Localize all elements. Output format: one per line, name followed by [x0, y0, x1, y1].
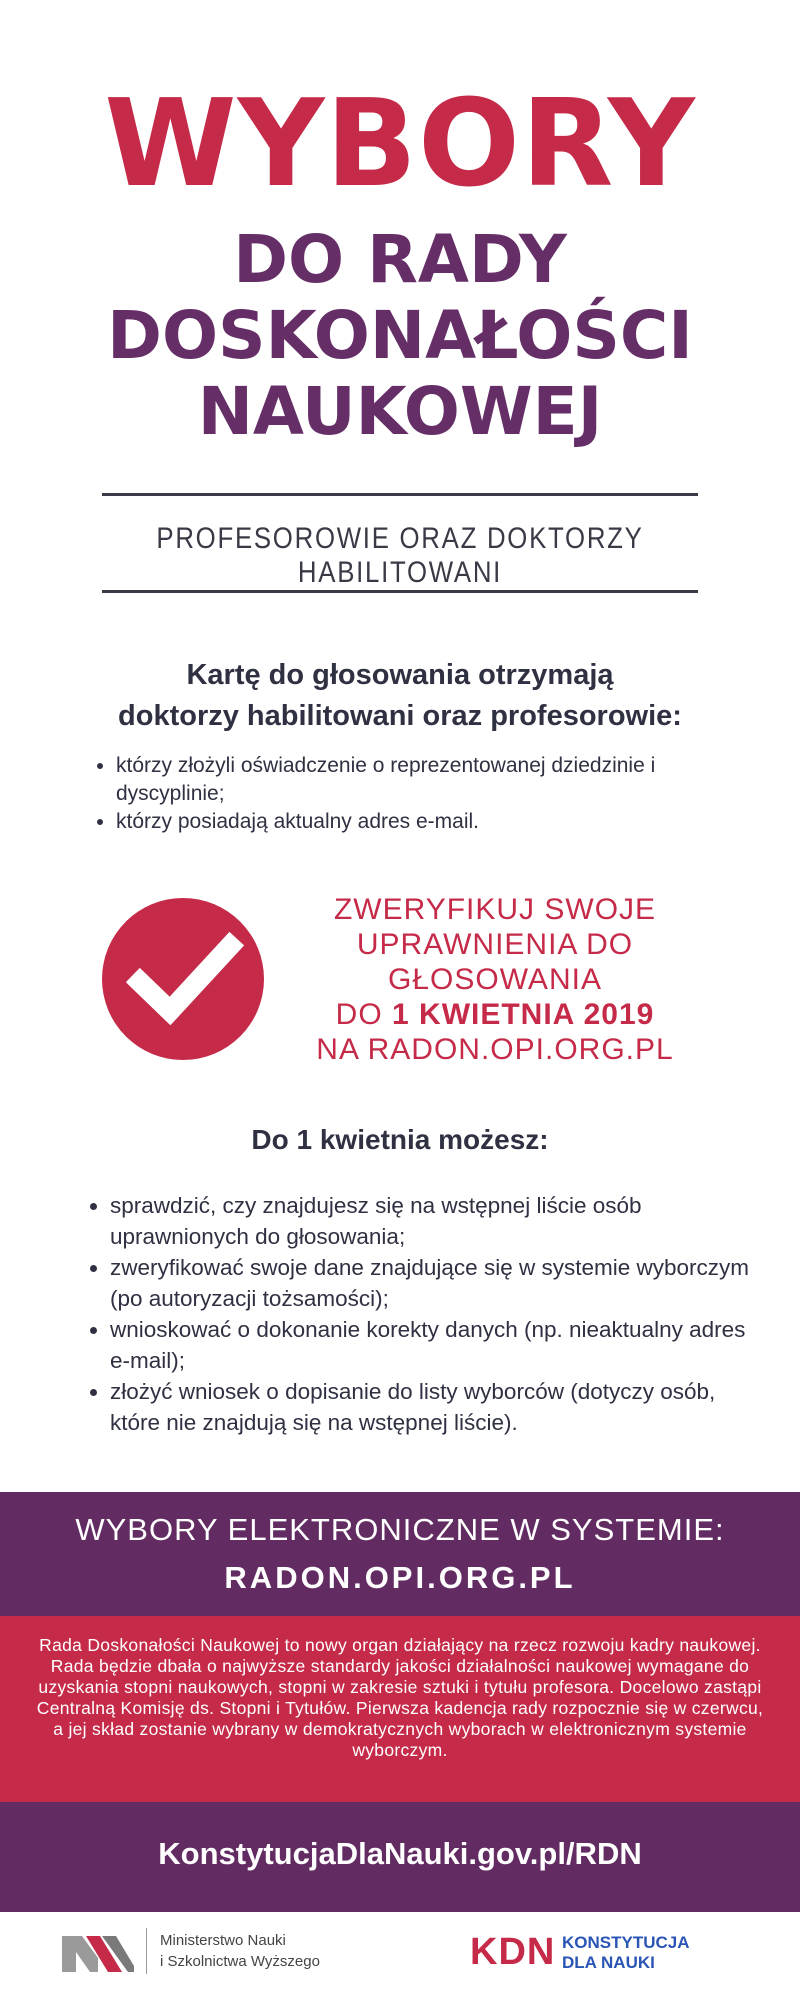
ministry-logo-icon	[62, 1932, 134, 1972]
kdn-name	[562, 1933, 690, 1973]
verify-callout	[285, 892, 705, 1067]
ministry-name	[160, 1930, 320, 1972]
subtitle-line: NAUKOWEJ	[197, 373, 603, 450]
kdn-line: KONSTYTUCJA	[562, 1933, 690, 1952]
checkmark-icon	[102, 898, 264, 1060]
subtitle-line: DO RADY	[233, 221, 567, 298]
ballot-list	[96, 752, 756, 836]
system-url-link[interactable]: RADON.OPI.ORG.PL	[224, 1560, 576, 1595]
list-item: • którzy posiadają aktualny adres e-mail.	[116, 808, 756, 836]
ministry-line: i Szkolnictwa Wyższego	[160, 1953, 320, 1970]
checkmark-icon-glyph	[102, 898, 264, 1060]
verify-prefix: DO	[335, 998, 383, 1031]
system-title: WYBORY ELEKTRONICZNE W SYSTEMIE:	[75, 1512, 725, 1547]
actions-list	[90, 1190, 760, 1438]
list-item: • wnioskować o dokonanie korekty danych (np. nieaktualny adres e-mail);	[110, 1314, 760, 1376]
verify-line	[285, 997, 705, 1032]
info-text: Rada Doskonałości Naukowej to nowy organ działający na rzecz rozwoju kadry naukowej. Rada będzie dbała o najwyższe standardy jakości działalności naukowej wymagane do uzyskania stopni naukowych, stopni w zakresie sztuki i tytułu profesora. Docelowo zastąpi Centralną Komisję ds. Stopni i Tytułów. Pierwsza kadencja rady rozpocznie się w czerwcu, a jej skład zostanie wybrany w demokratycznych wyborach w elektronicznym systemie wyborczym.	[36, 1635, 764, 1760]
list-item: • zweryfikować swoje dane znajdujące się w systemie wyborczym (po autoryzacji tożsamości);	[110, 1252, 760, 1314]
subtitle-line: DOSKONAŁOŚCI	[107, 297, 693, 374]
list-item: • złożyć wniosek o dopisanie do listy wyborców (dotyczy osób, które nie znajdują się na wstępnej liście).	[110, 1376, 760, 1438]
ballot-heading	[0, 655, 800, 737]
ministry-line: Ministerstwo Nauki	[160, 1932, 286, 1949]
kdn-line: DLA NAUKI	[562, 1953, 655, 1972]
list-item: • którzy złożyli oświadczenie o reprezentowanej dziedzinie i dyscyplinie;	[116, 752, 756, 808]
constitution-link[interactable]: KonstytucjaDlaNauki.gov.pl/RDN	[158, 1836, 642, 1871]
verify-line: UPRAWNIENIA DO	[356, 928, 634, 961]
verify-deadline: 1 KWIETNIA 2019	[392, 998, 655, 1031]
footer-divider	[146, 1928, 147, 1974]
audience-label: PROFESOROWIE ORAZ DOKTORZY HABILITOWANI	[156, 522, 644, 589]
list-item: • sprawdzić, czy znajdujesz się na wstępnej liście osób uprawnionych do głosowania;	[110, 1190, 760, 1252]
bottom-divider	[102, 590, 698, 593]
top-divider	[102, 493, 698, 496]
poster-title: WYBORY	[104, 75, 696, 214]
ballot-heading-line: Kartę do głosowania otrzymają	[186, 659, 614, 691]
verify-line: NA RADON.OPI.ORG.PL	[316, 1033, 674, 1066]
verify-line: GŁOSOWANIA	[388, 963, 602, 996]
kdn-logo-icon: KDN	[470, 1931, 556, 1973]
system-band	[0, 1492, 800, 1616]
verify-line: ZWERYFIKUJ SWOJE	[333, 893, 657, 926]
poster-subtitle	[0, 222, 800, 450]
actions-heading: Do 1 kwietnia możesz:	[251, 1124, 549, 1155]
ballot-heading-line: doktorzy habilitowani oraz profesorowie:	[118, 700, 682, 732]
